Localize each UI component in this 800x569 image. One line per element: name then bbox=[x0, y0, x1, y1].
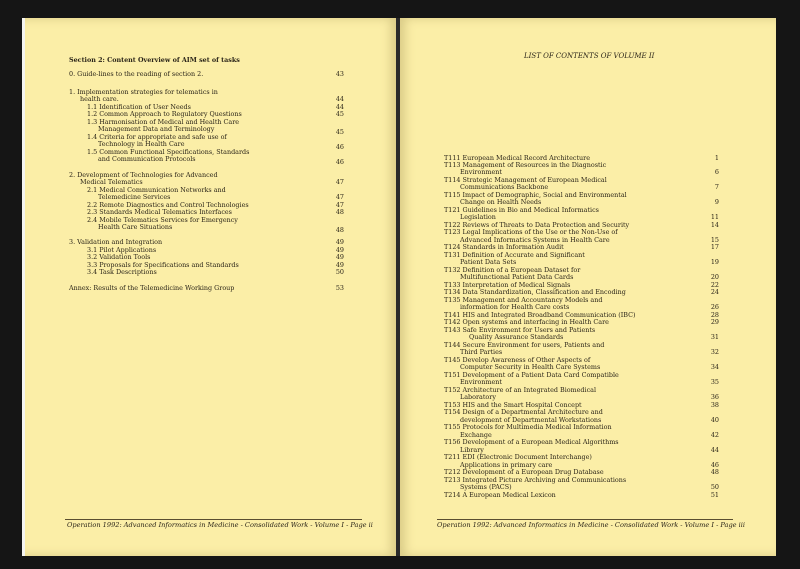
right-entry-page: 51 bbox=[710, 491, 719, 499]
right-entry-page: 1 bbox=[714, 154, 719, 162]
right-entry-text: Communications Backbone bbox=[460, 183, 549, 191]
right-entry-page: 31 bbox=[710, 333, 719, 341]
right-entry-text: T144 Secure Environment for users, Patients and bbox=[444, 341, 605, 349]
left-entry-text: 0. Guide-lines to the reading of section 2. bbox=[69, 70, 204, 78]
left-entry-text: 2. Development of Technologies for Advanced bbox=[69, 171, 218, 179]
right-entry-page: 6 bbox=[714, 168, 719, 176]
right-entry-text: T152 Architecture of an Integrated Biomedical bbox=[444, 386, 596, 394]
right-entry-text: T156 Development of a European Medical Algorithms bbox=[444, 438, 619, 446]
right-entry-text: T123 Legal Implications of the Use or the Non-Use of bbox=[444, 228, 618, 236]
right-entry-text: T111 European Medical Record Architecture bbox=[444, 154, 590, 162]
right-entry-text: Laboratory bbox=[460, 393, 496, 401]
right-entry-page: 50 bbox=[710, 483, 719, 491]
right-entry-page: 7 bbox=[714, 183, 719, 191]
left-entry-page: 46 bbox=[335, 143, 344, 151]
right-entry-text: T114 Strategic Management of European Medical bbox=[444, 176, 607, 184]
left-entry-text: Technology in Health Care bbox=[98, 140, 185, 148]
left-entry-page: 50 bbox=[335, 268, 344, 276]
right-entry-page: 32 bbox=[710, 348, 719, 356]
left-entry-text: 3. Validation and Integration bbox=[69, 238, 163, 246]
left-entry-text: 3.1 Pilot Applications bbox=[87, 246, 157, 254]
right-entry-text: T124 Standards in Information Audit bbox=[444, 243, 564, 251]
left-entry-text: 1.1 Identification of User Needs bbox=[87, 103, 191, 111]
right-entry-page: 35 bbox=[710, 378, 719, 386]
right-entry-text: Environment bbox=[460, 168, 502, 176]
right-entry-text: Quality Assurance Standards bbox=[469, 333, 564, 341]
right-entry-page: 40 bbox=[710, 416, 719, 424]
left-entry-page: 43 bbox=[335, 70, 344, 78]
right-entry-text: development of Departmental Workstations bbox=[460, 416, 602, 424]
right-entry-page: 22 bbox=[710, 281, 719, 289]
right-entry-text: Change on Health Needs bbox=[460, 198, 542, 206]
right-entry-text: T122 Reviews of Threats to Data Protection and Security bbox=[444, 221, 630, 229]
right-entry-page: 19 bbox=[710, 258, 719, 266]
right-entry-text: T141 HIS and Integrated Broadband Communication (IBC) bbox=[444, 311, 636, 319]
right-entry-text: T213 Integrated Picture Archiving and Communications bbox=[444, 476, 627, 484]
left-entry-text: 1.4 Criteria for appropriate and safe use of bbox=[87, 133, 227, 141]
right-entry-text: Systems (PACS) bbox=[460, 483, 512, 491]
right-entry-page: 20 bbox=[710, 273, 719, 281]
right-entry-text: information for Health Care costs bbox=[460, 303, 570, 311]
right-entry-text: T155 Protocols for Multimedia Medical Information bbox=[444, 423, 612, 431]
right-entry-text: T121 Guidelines in Bio and Medical Informatics bbox=[444, 206, 599, 214]
left-entry-text: and Communication Protocols bbox=[98, 155, 196, 163]
right-footer: Operation 1992: Advanced Informatics in Medicine - Consolidated Work - Volume I - Page iii bbox=[437, 521, 746, 529]
left-entry-page: 44 bbox=[335, 95, 344, 103]
left-entry-text: Telemedicine Services bbox=[98, 193, 171, 201]
right-entry-text: T131 Definition of Accurate and Significant bbox=[444, 251, 585, 259]
right-entry-page: 42 bbox=[710, 431, 719, 439]
left-entry-page: 47 bbox=[335, 201, 344, 209]
right-entry-text: Library bbox=[460, 446, 484, 454]
right-entry-text: Legislation bbox=[460, 213, 496, 221]
left-entry-page: 48 bbox=[335, 226, 344, 234]
left-entry-text: 1.5 Common Functional Specifications, Standards bbox=[87, 148, 250, 156]
right-entry-text: Environment bbox=[460, 378, 502, 386]
left-entry-page: 46 bbox=[335, 158, 344, 166]
left-entry-page: 49 bbox=[335, 261, 344, 269]
right-entry-text: Exchange bbox=[460, 431, 492, 439]
right-entry-page: 34 bbox=[710, 363, 719, 371]
right-entry-text: T113 Management of Resources in the Diagnostic bbox=[444, 161, 607, 169]
left-entry-text: Management Data and Terminology bbox=[98, 125, 215, 133]
right-entry-page: 38 bbox=[710, 401, 719, 409]
right-entry-text: T212 Development of a European Drug Database bbox=[444, 468, 604, 476]
right-entry-text: T143 Safe Environment for Users and Patients bbox=[444, 326, 596, 334]
right-entry-page: 17 bbox=[710, 243, 719, 251]
right-entry-text: Applications in primary care bbox=[460, 461, 553, 469]
left-heading: Section 2: Content Overview of AIM set of tasks bbox=[69, 56, 240, 64]
right-entry-text: T135 Management and Accountancy Models and bbox=[444, 296, 603, 304]
left-footer: Operation 1992: Advanced Informatics in Medicine - Consolidated Work - Volume I - Page ii bbox=[67, 521, 373, 529]
left-entry-text: health care. bbox=[80, 95, 119, 103]
right-entry-text: T133 Interpretation of Medical Signals bbox=[444, 281, 571, 289]
left-entry-text: 2.4 Mobile Telematics Services for Emergency bbox=[87, 216, 238, 224]
right-entry-text: Advanced Informatics Systems in Health Care bbox=[460, 236, 610, 244]
book-gutter bbox=[396, 18, 400, 556]
left-entry-text: 1. Implementation strategies for telematics in bbox=[69, 88, 218, 96]
left-entry-page: 49 bbox=[335, 238, 344, 246]
right-footer-rule bbox=[437, 519, 733, 520]
right-entry-page: 44 bbox=[710, 446, 719, 454]
right-entry-text: T153 HIS and the Smart Hospital Concept bbox=[444, 401, 582, 409]
right-entry-page: 15 bbox=[710, 236, 719, 244]
right-entry-page: 26 bbox=[710, 303, 719, 311]
left-entry-page: 45 bbox=[335, 128, 344, 136]
right-entry-text: Third Parties bbox=[460, 348, 503, 356]
right-entry-text: T115 Impact of Demographic, Social and Environmental bbox=[444, 191, 627, 199]
right-entry-text: T214 A European Medical Lexicon bbox=[444, 491, 556, 499]
right-entry-page: 24 bbox=[710, 288, 719, 296]
left-entry-page: 45 bbox=[335, 110, 344, 118]
right-entry-text: T151 Development of a Patient Data Card Compatible bbox=[444, 371, 619, 379]
left-footer-rule bbox=[65, 519, 362, 520]
left-entry-text: Medical Telematics bbox=[80, 178, 143, 186]
right-entry-page: 28 bbox=[710, 311, 719, 319]
left-entry-text: 3.2 Validation Tools bbox=[87, 253, 151, 261]
right-entry-page: 9 bbox=[714, 198, 719, 206]
right-entry-text: Computer Security in Health Care Systems bbox=[460, 363, 601, 371]
left-entry-page: 44 bbox=[335, 103, 344, 111]
left-entry-page: 49 bbox=[335, 246, 344, 254]
right-entry-text: T145 Develop Awareness of Other Aspects of bbox=[444, 356, 591, 364]
left-entry-text: 2.1 Medical Communication Networks and bbox=[87, 186, 226, 194]
left-entry-page: 48 bbox=[335, 208, 344, 216]
right-entry-page: 11 bbox=[710, 213, 719, 221]
left-entry-text: 2.2 Remote Diagnostics and Control Technologies bbox=[87, 201, 249, 209]
left-entry-page: 47 bbox=[335, 193, 344, 201]
left-entry-text: 1.3 Harmonisation of Medical and Health Care bbox=[87, 118, 240, 126]
left-entry-text: 2.3 Standards Medical Telematics Interfaces bbox=[87, 208, 232, 216]
left-entry-text: Health Care Situations bbox=[98, 223, 173, 231]
right-entry-text: T142 Open systems and interfacing in Health Care bbox=[444, 318, 609, 326]
left-entry-text: 1.2 Common Approach to Regulatory Questions bbox=[87, 110, 242, 118]
right-entry-text: T134 Data Standardization, Classification and Encoding bbox=[444, 288, 626, 296]
right-entry-page: 36 bbox=[710, 393, 719, 401]
left-entry-text: Annex: Results of the Telemedicine Working Group bbox=[69, 284, 235, 292]
left-entry-text: 3.3 Proposals for Specifications and Standards bbox=[87, 261, 239, 269]
right-entry-text: T154 Design of a Departmental Architecture and bbox=[444, 408, 603, 416]
page-edge bbox=[22, 18, 25, 556]
right-entry-text: Patient Data Sets bbox=[460, 258, 517, 266]
right-entry-page: 14 bbox=[710, 221, 719, 229]
left-entry-page: 49 bbox=[335, 253, 344, 261]
right-entry-text: T211 EDI (Electronic Document Interchange) bbox=[444, 453, 592, 461]
right-entry-page: 48 bbox=[710, 468, 719, 476]
left-entry-page: 47 bbox=[335, 178, 344, 186]
right-heading: LIST OF CONTENTS OF VOLUME II bbox=[524, 52, 655, 60]
right-entry-page: 29 bbox=[710, 318, 719, 326]
right-entry-text: T132 Definition of a European Dataset for bbox=[444, 266, 581, 274]
right-entry-page: 46 bbox=[710, 461, 719, 469]
right-entry-text: Multifunctional Patient Data Cards bbox=[460, 273, 574, 281]
left-entry-text: 3.4 Task Descriptions bbox=[87, 268, 157, 276]
left-entry-page: 53 bbox=[335, 284, 344, 292]
